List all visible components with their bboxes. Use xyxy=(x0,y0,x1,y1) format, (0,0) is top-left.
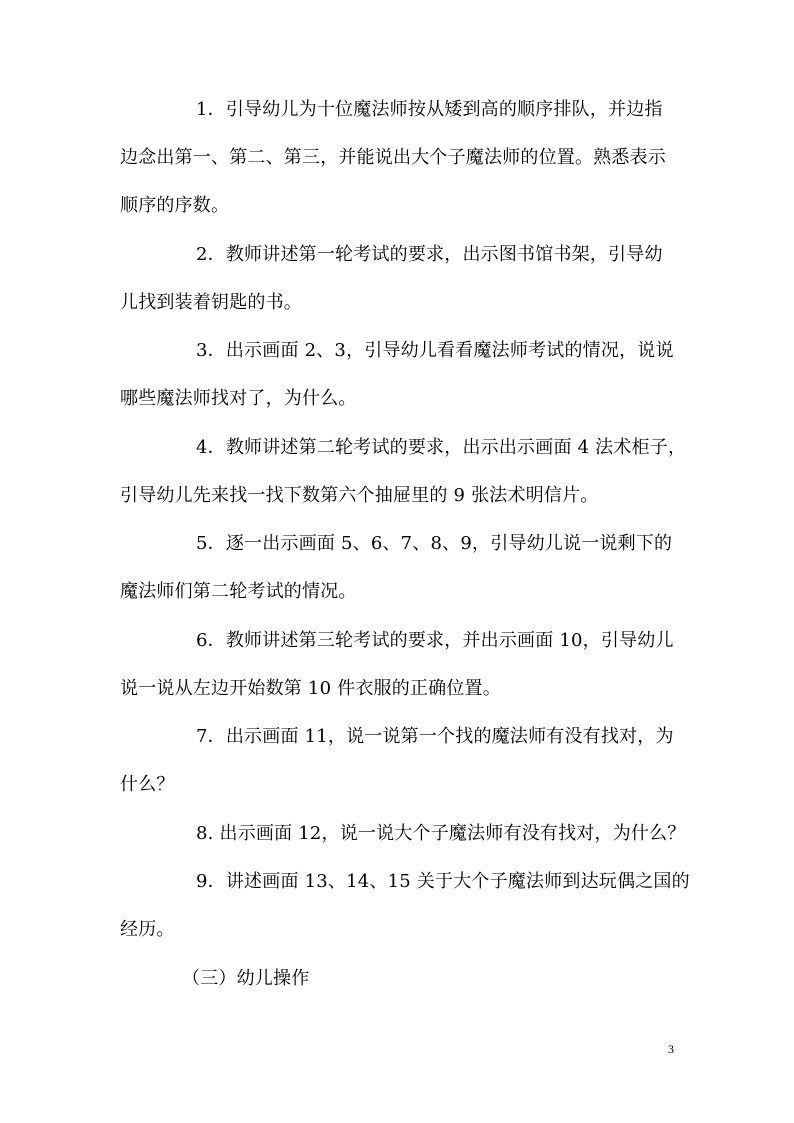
paragraph-2-line-2: 儿找到装着钥匙的书。 xyxy=(120,292,302,313)
paragraph-5-line-1: 5．逐一出示画面 5、6、7、8、9，引导幼儿说一说剩下的 xyxy=(196,533,673,554)
paragraph-6-line-1: 6．教师讲述第三轮考试的要求，并出示画面 10，引导幼儿 xyxy=(196,630,674,651)
paragraph-9-line-2: 经历。 xyxy=(120,919,175,940)
page-number: 3 xyxy=(668,1042,674,1056)
paragraph-1-line-1: 1．引导幼儿为十位魔法师按从矮到高的顺序排队，并边指 xyxy=(196,99,663,120)
paragraph-2-line-1: 2．教师讲述第一轮考试的要求，出示图书馆书架，引导幼 xyxy=(196,244,663,265)
paragraph-1-line-2: 边念出第一、第二、第三，并能说出大个子魔法师的位置。熟悉表示 xyxy=(120,147,666,168)
paragraph-5-line-2: 魔法师们第二轮考试的情况。 xyxy=(120,581,357,602)
paragraph-9-line-1: 9．讲述画面 13、14、15 关于大个子魔法师到达玩偶之国的 xyxy=(196,871,690,892)
paragraph-4-line-1: 4．教师讲述第二轮考试的要求，出示出示画面 4 法术柜子， xyxy=(196,437,687,458)
paragraph-4-line-2: 引导幼儿先来找一找下数第六个抽屉里的 9 张法术明信片。 xyxy=(120,485,599,506)
paragraph-6-line-2: 说一说从左边开始数第 10 件衣服的正确位置。 xyxy=(120,678,501,699)
paragraph-3-line-1: 3．出示画面 2、3，引导幼儿看看魔法师考试的情况，说说 xyxy=(196,340,674,361)
paragraph-3-line-2: 哪些魔法师找对了，为什么。 xyxy=(120,388,357,409)
section-heading: （三）幼儿操作 xyxy=(182,968,310,989)
paragraph-7-line-1: 7．出示画面 11，说一说第一个找的魔法师有没有找对，为 xyxy=(196,726,674,747)
paragraph-7-line-2: 什么？ xyxy=(120,774,175,795)
paragraph-8-line-1: 8. 出示画面 12，说一说大个子魔法师有没有找对，为什么？ xyxy=(196,823,686,844)
paragraph-1-line-3: 顺序的序数。 xyxy=(120,195,230,216)
